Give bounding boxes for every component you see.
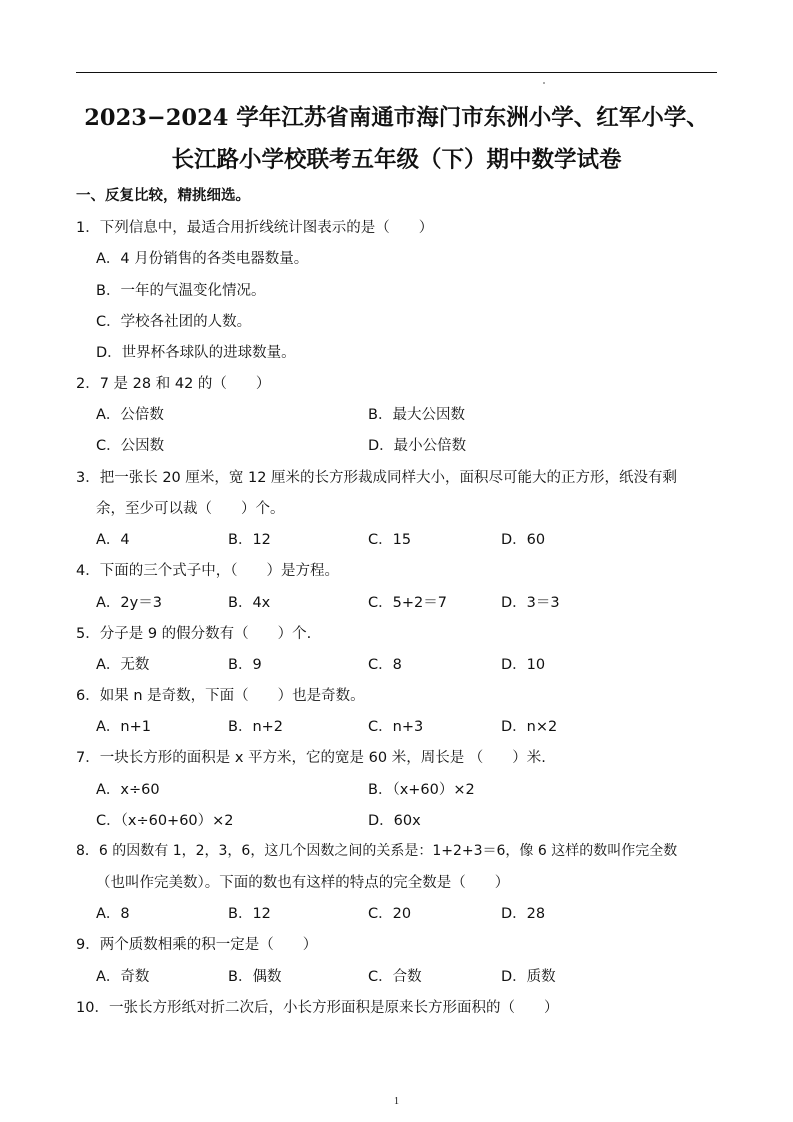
question-8-option-c: C．20 bbox=[368, 906, 412, 922]
question-8-option-a: A．8 bbox=[96, 906, 130, 922]
question-9-option-c: C．合数 bbox=[368, 969, 422, 985]
question-3-option-d: D．60 bbox=[501, 532, 546, 548]
page-number: 1 bbox=[394, 1096, 399, 1107]
question-5-option-d: D．10 bbox=[501, 657, 546, 673]
question-3-stem-line-2: 余，至少可以裁（ ）个。 bbox=[96, 501, 285, 517]
section-heading: 一、反复比较，精挑细选。 bbox=[76, 188, 250, 204]
question-1-option-a: A．4 月份销售的各类电器数量。 bbox=[96, 251, 309, 267]
question-2-option-d: D．最小公倍数 bbox=[368, 438, 467, 454]
question-3-option-a: A．4 bbox=[96, 532, 130, 548]
question-5-option-a: A．无数 bbox=[96, 657, 150, 673]
question-4-option-c: C．5+2＝7 bbox=[368, 595, 447, 611]
question-6-option-b: B．n+2 bbox=[228, 719, 284, 735]
question-8-stem-line-2: （也叫作完美数）。下面的数也有这样的特点的完全数是（ ） bbox=[96, 875, 510, 891]
question-5-stem: 5．分子是 9 的假分数有（ ）个. bbox=[76, 626, 312, 642]
question-9-option-a: A．奇数 bbox=[96, 969, 150, 985]
question-1-stem: 1．下列信息中，最适合用折线统计图表示的是（ ） bbox=[76, 220, 434, 236]
question-6-option-d: D．n×2 bbox=[501, 719, 558, 735]
question-9-option-b: B．偶数 bbox=[228, 969, 282, 985]
question-6-option-a: A．n+1 bbox=[96, 719, 151, 735]
question-8-stem-line-1: 8．6 的因数有 1，2，3，6，这几个因数之间的关系是：1+2+3＝6，像 6 这样的数叫作完全数 bbox=[76, 843, 678, 859]
question-4-option-d: D．3＝3 bbox=[501, 595, 560, 611]
question-10-stem: 10．一张长方形纸对折二次后，小长方形面积是原来长方形面积的（ ） bbox=[76, 1000, 559, 1016]
question-1-option-c: C．学校各社团的人数。 bbox=[96, 314, 252, 330]
question-4-option-a: A．2y＝3 bbox=[96, 595, 162, 611]
question-7-option-b: B．（x+60）×2 bbox=[368, 782, 475, 798]
question-3-option-b: B．12 bbox=[228, 532, 271, 548]
question-3-stem-line-1: 3．把一张长 20 厘米，宽 12 厘米的长方形裁成同样大小，面积尽可能大的正方形，纸没有剩 bbox=[76, 470, 678, 486]
question-7-option-a: A．x÷60 bbox=[96, 782, 160, 798]
question-9-stem: 9．两个质数相乘的积一定是（ ） bbox=[76, 937, 318, 953]
question-1-option-d: D．世界杯各球队的进球数量。 bbox=[96, 345, 296, 361]
page-title-line-2: 长江路小学校联考五年级（下）期中数学试卷 bbox=[171, 147, 622, 173]
question-6-option-c: C．n+3 bbox=[368, 719, 424, 735]
question-3-option-c: C．15 bbox=[368, 532, 412, 548]
question-1-option-b: B．一年的气温变化情况。 bbox=[96, 283, 266, 299]
header-rule bbox=[76, 72, 717, 73]
question-2-option-b: B．最大公因数 bbox=[368, 407, 465, 423]
question-8-option-b: B．12 bbox=[228, 906, 271, 922]
question-7-option-d: D．60x bbox=[368, 813, 421, 829]
question-4-option-b: B．4x bbox=[228, 595, 271, 611]
question-9-option-d: D．质数 bbox=[501, 969, 556, 985]
question-5-option-c: C．8 bbox=[368, 657, 402, 673]
question-2-option-a: A．公倍数 bbox=[96, 407, 164, 423]
question-5-option-b: B．9 bbox=[228, 657, 262, 673]
question-7-stem: 7．一块长方形的面积是 x 平方米，它的宽是 60 米，周长是 （ ）米. bbox=[76, 750, 546, 766]
question-2-stem: 2．7 是 28 和 42 的（ ） bbox=[76, 376, 271, 392]
question-4-stem: 4．下面的三个式子中，（ ）是方程。 bbox=[76, 563, 339, 579]
question-6-stem: 6．如果 n 是奇数，下面（ ）也是奇数。 bbox=[76, 688, 365, 704]
question-2-option-c: C．公因数 bbox=[96, 438, 165, 454]
question-8-option-d: D．28 bbox=[501, 906, 546, 922]
header-dot-mark bbox=[543, 82, 545, 84]
page-title-line-1: 2023−2024 学年江苏省南通市海门市东洲小学、红军小学、 bbox=[84, 105, 709, 131]
question-7-option-c: C．（x÷60+60）×2 bbox=[96, 813, 234, 829]
